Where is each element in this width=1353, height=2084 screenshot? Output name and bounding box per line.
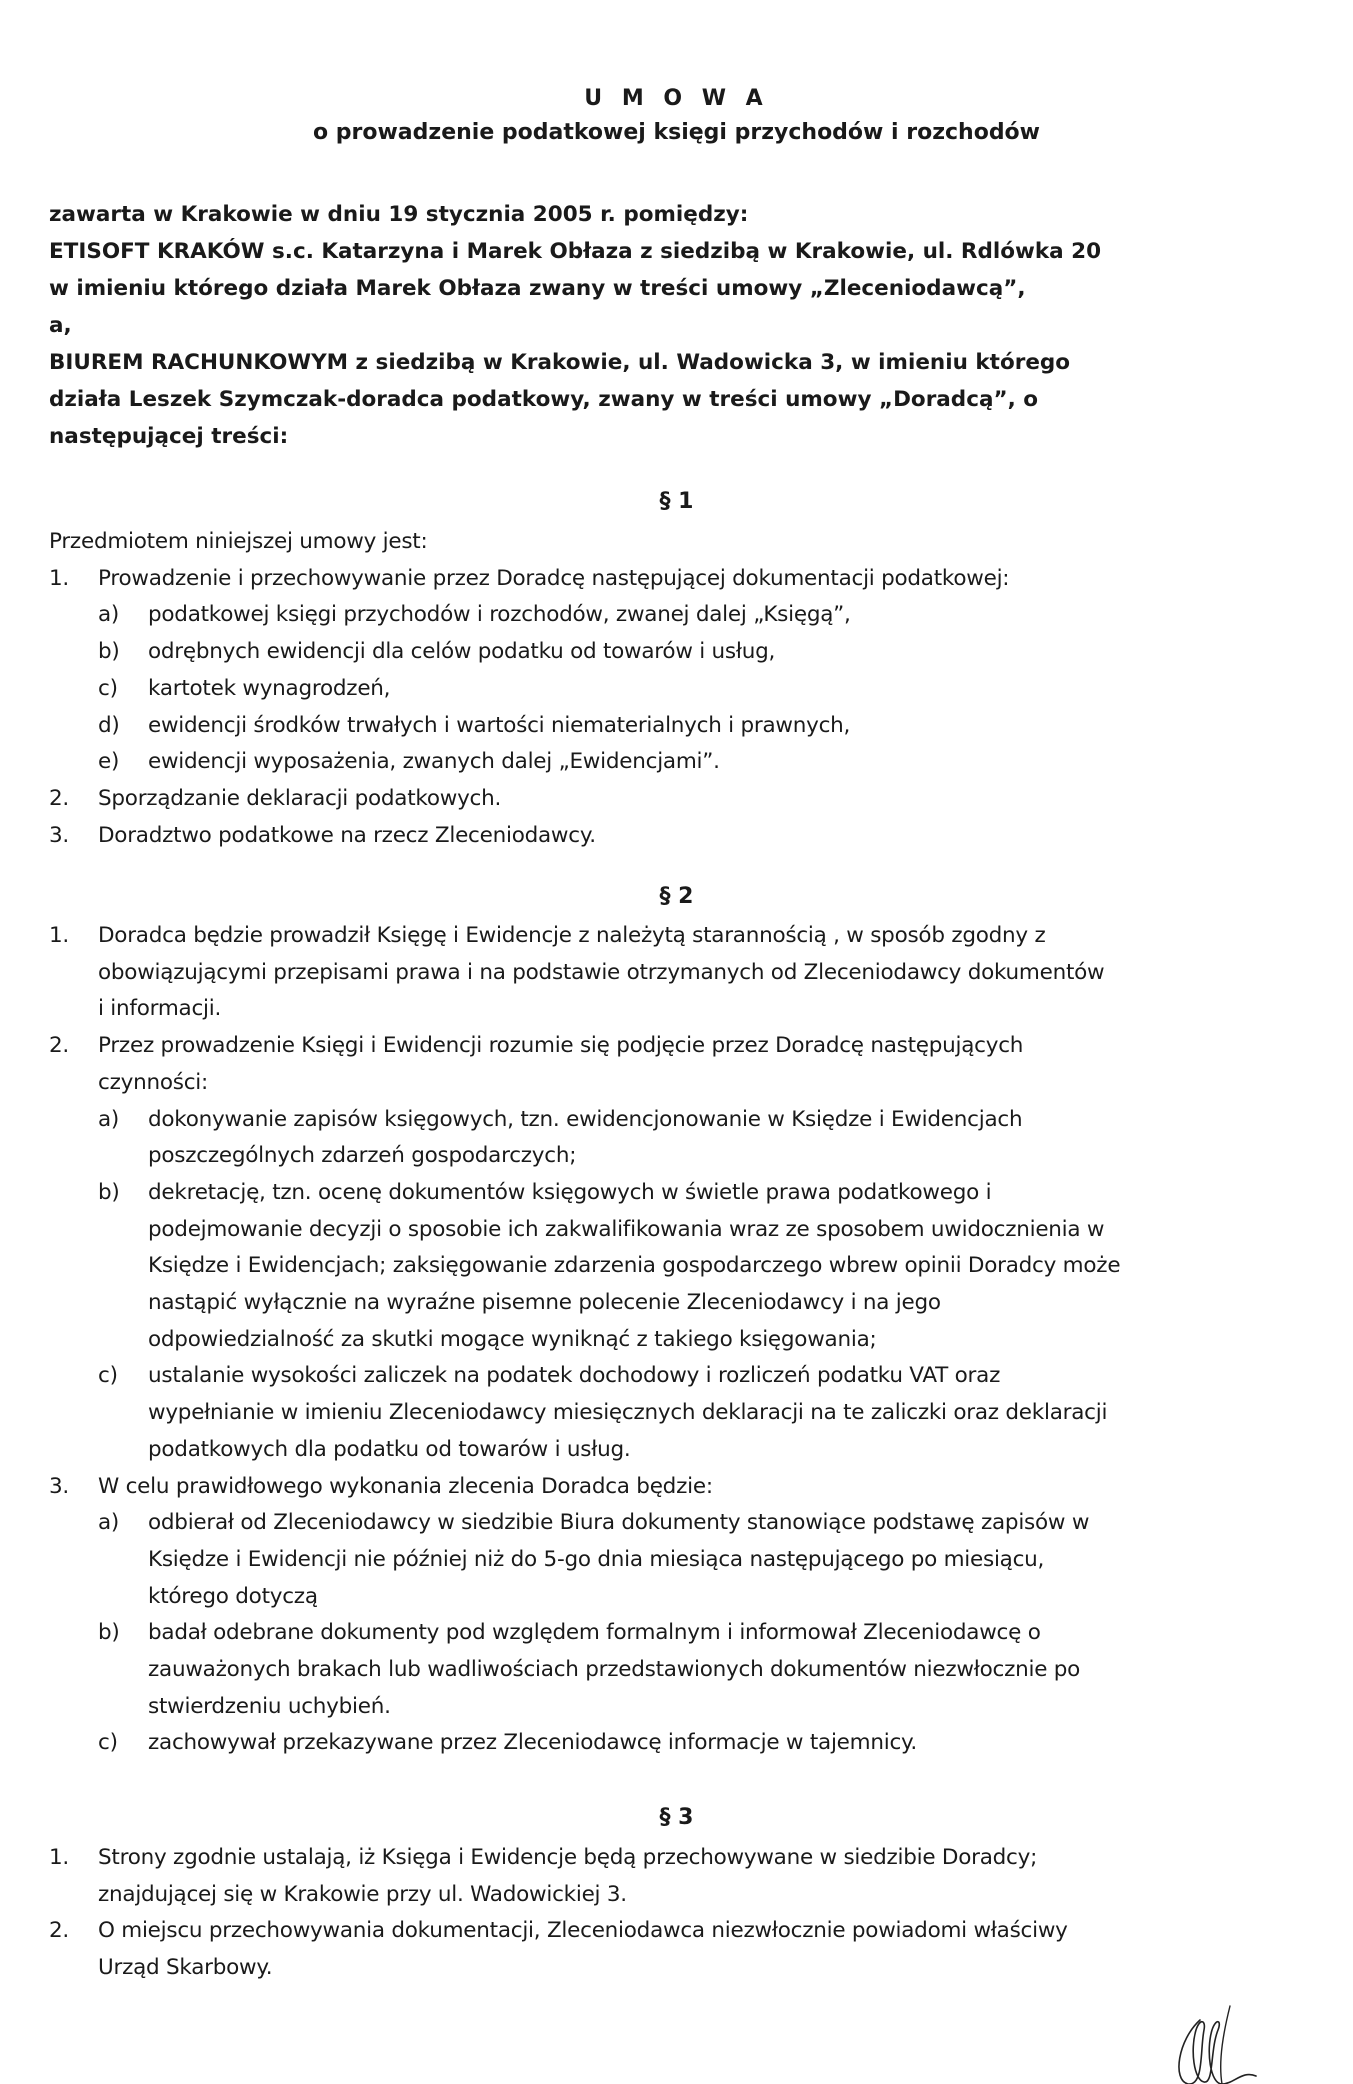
item-number: 1. <box>49 1845 70 1870</box>
contract-parties <box>49 196 1319 455</box>
parties-line: zawarta w Krakowie w dniu 19 stycznia 2005 r. pomiędzy: <box>49 202 749 227</box>
sub-item-continuation <box>49 1542 1319 1579</box>
sub-item-letter: a) <box>98 1510 120 1536</box>
sub-item-text: podatkowej księgi przychodów i rozchodów, zwanej dalej „Księgą”, <box>148 602 851 628</box>
sub-item-continuation <box>49 1322 1319 1359</box>
sub-item-text: dokonywanie zapisów księgowych, tzn. ewidencjonowanie w Księdze i Ewidencjach <box>148 1106 1023 1132</box>
list-item-continuation <box>49 1950 1319 1987</box>
list-item <box>49 561 1319 598</box>
sub-item-text: zauważonych brakach lub wadliwościach przedstawionych dokumentów niezwłocznie po <box>148 1657 1081 1683</box>
sub-item <box>49 1505 1319 1542</box>
section-heading-2: § 2 <box>659 884 694 909</box>
sub-item <box>49 1615 1319 1652</box>
section-heading-1: § 1 <box>659 489 694 514</box>
list-item <box>49 918 1319 955</box>
item-text: W celu prawidłowego wykonania zlecenia Doradca będzie: <box>98 1473 713 1499</box>
sub-item-text: odrębnych ewidencji dla celów podatku od towarów i usług, <box>148 639 776 665</box>
sub-item-text: nastąpić wyłącznie na wyraźne pisemne polecenie Zleceniodawcy i na jego <box>148 1290 941 1316</box>
sub-item-letter: c) <box>98 1363 118 1389</box>
sub-item-text: poszczególnych zdarzeń gospodarczych; <box>148 1143 577 1169</box>
sub-item-text: badał odebrane dokumenty pod względem formalnym i informował Zleceniodawcę o <box>148 1620 1041 1646</box>
sub-item-letter: b) <box>98 639 120 665</box>
item-text: obowiązującymi przepisami prawa i na podstawie otrzymanych od Zleceniodawcy dokumentów <box>98 959 1105 985</box>
section-2-body <box>49 918 1319 1762</box>
item-number: 2. <box>49 1033 70 1059</box>
item-text: Przez prowadzenie Księgi i Ewidencji rozumie się podjęcie przez Doradcę następujących <box>98 1033 1024 1059</box>
sub-item-text: ustalanie wysokości zaliczek na podatek dochodowy i rozliczeń podatku VAT oraz <box>148 1363 1001 1389</box>
sub-item-continuation <box>49 1432 1319 1469</box>
item-number: 2. <box>49 1918 70 1944</box>
sub-item-text: którego dotyczą <box>148 1583 318 1609</box>
sub-item-text: Księdze i Ewidencji nie później niż do 5-go dnia miesiąca następującego po miesiącu, <box>148 1546 1045 1572</box>
item-number: 3. <box>49 1473 70 1499</box>
item-number: 1. <box>49 565 70 591</box>
parties-line: działa Leszek Szymczak-doradca podatkowy, zwany w treści umowy „Doradcą”, o <box>49 387 1038 412</box>
section-3-body <box>49 1840 1319 1987</box>
list-item-continuation <box>49 991 1319 1028</box>
sub-item-letter: c) <box>98 675 118 701</box>
sub-item-text: zachowywał przekazywane przez Zleceniodawcę informacje w tajemnicy. <box>148 1730 918 1756</box>
item-number: 1. <box>49 923 70 948</box>
document-title: U M O W A <box>584 86 769 111</box>
sub-item-letter: d) <box>98 712 120 738</box>
sub-item-letter: a) <box>98 602 120 628</box>
sub-item-text: odpowiedzialność za skutki mogące wyniknąć z takiego księgowania; <box>148 1326 877 1352</box>
item-text: Urząd Skarbowy. <box>98 1955 273 1981</box>
sub-item-letter: e) <box>98 749 120 775</box>
sub-item-continuation <box>49 1652 1319 1689</box>
sub-item <box>49 1175 1319 1212</box>
parties-line: a, <box>49 313 72 338</box>
item-text: Doradztwo podatkowe na rzecz Zleceniodawcy. <box>98 822 596 848</box>
sub-item-text: podatkowych dla podatku od towarów i usług. <box>148 1436 631 1462</box>
list-item <box>49 818 1319 855</box>
item-text: Strony zgodnie ustalają, iż Księga i Ewidencje będą przechowywane w siedzibie Doradcy; <box>98 1845 1038 1870</box>
sub-item-text: kartotek wynagrodzeń, <box>148 675 391 701</box>
item-text: czynności: <box>98 1069 208 1095</box>
sub-item-letter: b) <box>98 1620 120 1646</box>
sub-item <box>49 708 1319 745</box>
item-text: i informacji. <box>98 996 222 1022</box>
sub-item-continuation <box>49 1138 1319 1175</box>
list-item <box>49 1028 1319 1065</box>
list-item-continuation <box>49 955 1319 992</box>
section-heading-3: § 3 <box>659 1805 694 1830</box>
sub-item-letter: a) <box>98 1106 120 1132</box>
sub-item <box>49 1102 1319 1139</box>
signature-initials-icon <box>1160 2000 1280 2084</box>
list-item <box>49 1469 1319 1506</box>
item-number: 2. <box>49 785 70 811</box>
list-item <box>49 781 1319 818</box>
parties-line: następującej treści: <box>49 424 289 449</box>
sub-item-letter: b) <box>98 1179 120 1205</box>
item-text: Doradca będzie prowadził Księgę i Ewidencje z należytą starannością , w sposób zgodny z <box>98 923 1046 948</box>
sub-item-text: ewidencji środków trwałych i wartości niematerialnych i prawnych, <box>148 712 851 738</box>
sub-item-text: stwierdzeniu uchybień. <box>148 1693 391 1719</box>
item-text: znajdującej się w Krakowie przy ul. Wadowickiej 3. <box>98 1881 627 1907</box>
sub-item-text: wypełnianie w imieniu Zleceniodawcy miesięcznych deklaracji na te zaliczki oraz deklaracji <box>148 1400 1108 1426</box>
sub-item-text: odbierał od Zleceniodawcy w siedzibie Biura dokumenty stanowiące podstawę zapisów w <box>148 1510 1090 1536</box>
sub-item <box>49 1358 1319 1395</box>
list-item-continuation <box>49 1065 1319 1102</box>
list-item <box>49 1913 1319 1950</box>
sub-item-text: podejmowanie decyzji o sposobie ich zakwalifikowania wraz ze sposobem uwidocznienia w <box>148 1216 1105 1242</box>
item-number: 3. <box>49 822 70 848</box>
parties-line: w imieniu którego działa Marek Obłaza zwany w treści umowy „Zleceniodawcą”, <box>49 276 1026 301</box>
document-subtitle: o prowadzenie podatkowej księgi przychodów i rozchodów <box>313 120 1040 145</box>
sub-item <box>49 597 1319 634</box>
sub-item-text: ewidencji wyposażenia, zwanych dalej „Ewidencjami”. <box>148 749 720 775</box>
sub-item-text: Księdze i Ewidencjach; zaksięgowanie zdarzenia gospodarczego wbrew opinii Doradcy może <box>148 1253 1121 1279</box>
list-item <box>49 1840 1319 1877</box>
sub-item-continuation <box>49 1212 1319 1249</box>
sub-item-continuation <box>49 1285 1319 1322</box>
section-intro: Przedmiotem niniejszej umowy jest: <box>49 529 428 554</box>
parties-line: ETISOFT KRAKÓW s.c. Katarzyna i Marek Obłaza z siedzibą w Krakowie, ul. Rdlówka 20 <box>49 239 1102 264</box>
sub-item-letter: c) <box>98 1730 118 1756</box>
sub-item <box>49 744 1319 781</box>
item-text: O miejscu przechowywania dokumentacji, Zleceniodawca niezwłocznie powiadomi właściwy <box>98 1918 1068 1944</box>
item-text: Prowadzenie i przechowywanie przez Doradcę następującej dokumentacji podatkowej: <box>98 565 1010 591</box>
section-1-body <box>49 524 1319 854</box>
sub-item <box>49 671 1319 708</box>
parties-line: BIUREM RACHUNKOWYM z siedzibą w Krakowie, ul. Wadowicka 3, w imieniu którego <box>49 350 1071 375</box>
sub-item-continuation <box>49 1395 1319 1432</box>
list-item-continuation <box>49 1877 1319 1914</box>
sub-item-continuation <box>49 1248 1319 1285</box>
sub-item-continuation <box>49 1689 1319 1726</box>
item-text: Sporządzanie deklaracji podatkowych. <box>98 785 502 811</box>
sub-item <box>49 634 1319 671</box>
sub-item-continuation <box>49 1579 1319 1616</box>
sub-item <box>49 1725 1319 1762</box>
sub-item-text: dekretację, tzn. ocenę dokumentów księgowych w świetle prawa podatkowego i <box>148 1179 992 1205</box>
